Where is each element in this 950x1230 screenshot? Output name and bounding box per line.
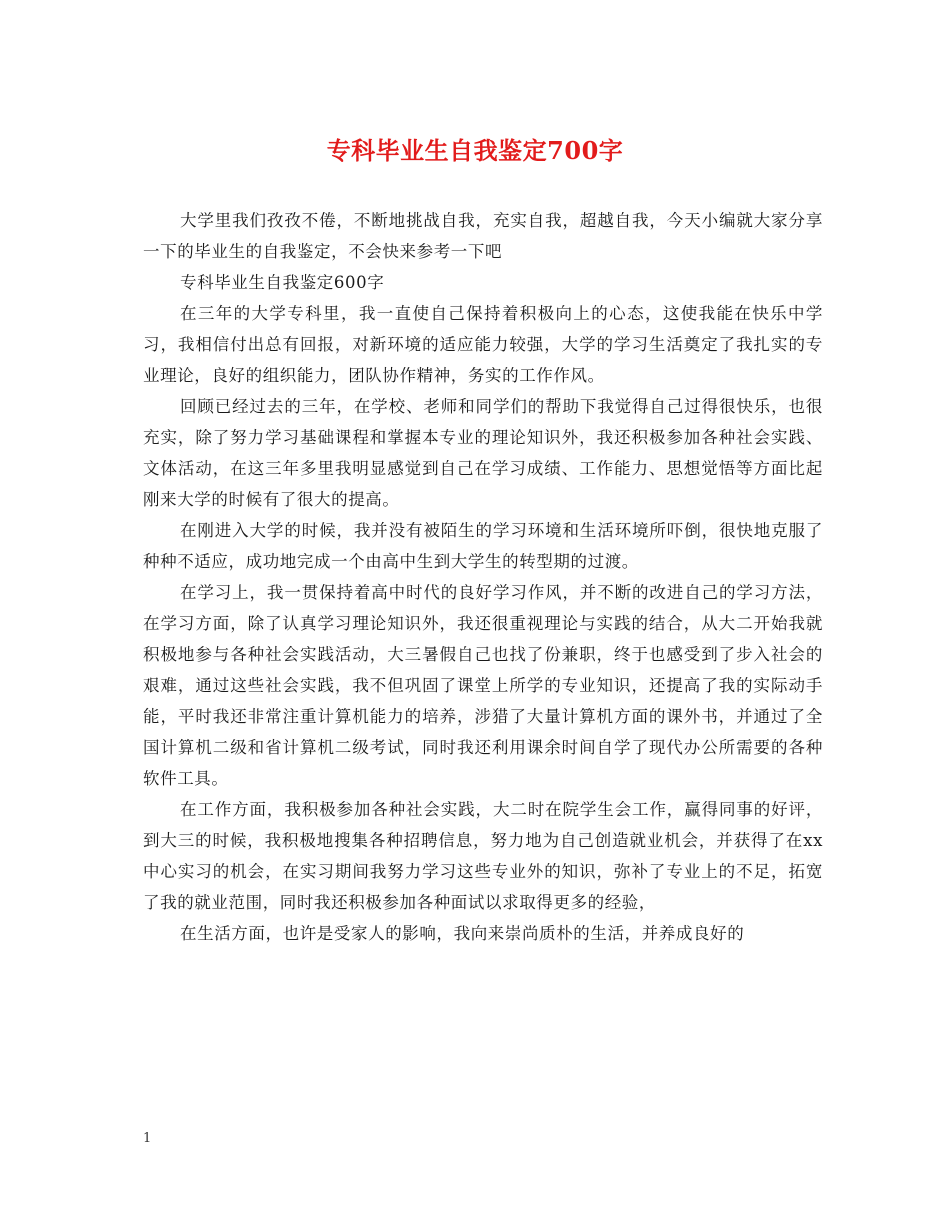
page-number: 1 bbox=[143, 1131, 152, 1146]
paragraph-life: 在生活方面，也许是受家人的影响，我向来崇尚质朴的生活，并养成良好的 bbox=[180, 924, 745, 943]
paragraph-overview: 在三年的大学专科里，我一直使自己保持着积极向上的心态，这使我能在快乐中学习，我相信付出总有回报，对新环境的适应能力较强，大学的学习生活奠定了我扎实的专业理论，良好的组织能力，团队协作精神，务实的工作作风。 bbox=[143, 304, 823, 385]
document-title: 专科毕业生自我鉴定700字 bbox=[326, 136, 624, 165]
paragraph-subtitle: 专科毕业生自我鉴定600字 bbox=[180, 273, 385, 292]
paragraph-work: 在工作方面，我积极参加各种社会实践，大二时在院学生会工作，赢得同事的好评，到大三的时候，我积极地搜集各种招聘信息，努力地为自己创造就业机会，并获得了在xx中心实习的机会，在实习期间我努力学习这些专业外的知识，弥补了专业上的不足，拓宽了我的就业范围，同时我还积极参加各种面试以求取得更多的经验， bbox=[143, 800, 823, 912]
paragraph-adaptation: 在刚进入大学的时候，我并没有被陌生的学习环境和生活环境所吓倒，很快地克服了种种不适应，成功地完成一个由高中生到大学生的转型期的过渡。 bbox=[143, 521, 823, 571]
document-body bbox=[143, 205, 823, 949]
paragraph-intro: 大学里我们孜孜不倦，不断地挑战自我，充实自我，超越自我，今天小编就大家分享一下的毕业生的自我鉴定，不会快来参考一下吧 bbox=[143, 211, 823, 261]
paragraph-review: 回顾已经过去的三年，在学校、老师和同学们的帮助下我觉得自己过得很快乐，也很充实，除了努力学习基础课程和掌握本专业的理论知识外，我还积极参加各种社会实践、文体活动，在这三年多里我明显感觉到自己在学习成绩、工作能力、思想觉悟等方面比起刚来大学的时候有了很大的提高。 bbox=[143, 397, 823, 509]
paragraph-study: 在学习上，我一贯保持着高中时代的良好学习作风，并不断的改进自己的学习方法，在学习方面，除了认真学习理论知识外，我还很重视理论与实践的结合，从大二开始我就积极地参与各种社会实践活动，大三暑假自己也找了份兼职，终于也感受到了步入社会的艰难，通过这些社会实践，我不但巩固了课堂上所学的专业知识，还提高了我的实际动手能，平时我还非常注重计算机能力的培养，涉猎了大量计算机方面的课外书，并通过了全国计算机二级和省计算机二级考试，同时我还利用课余时间自学了现代办公所需要的各种软件工具。 bbox=[143, 583, 823, 788]
